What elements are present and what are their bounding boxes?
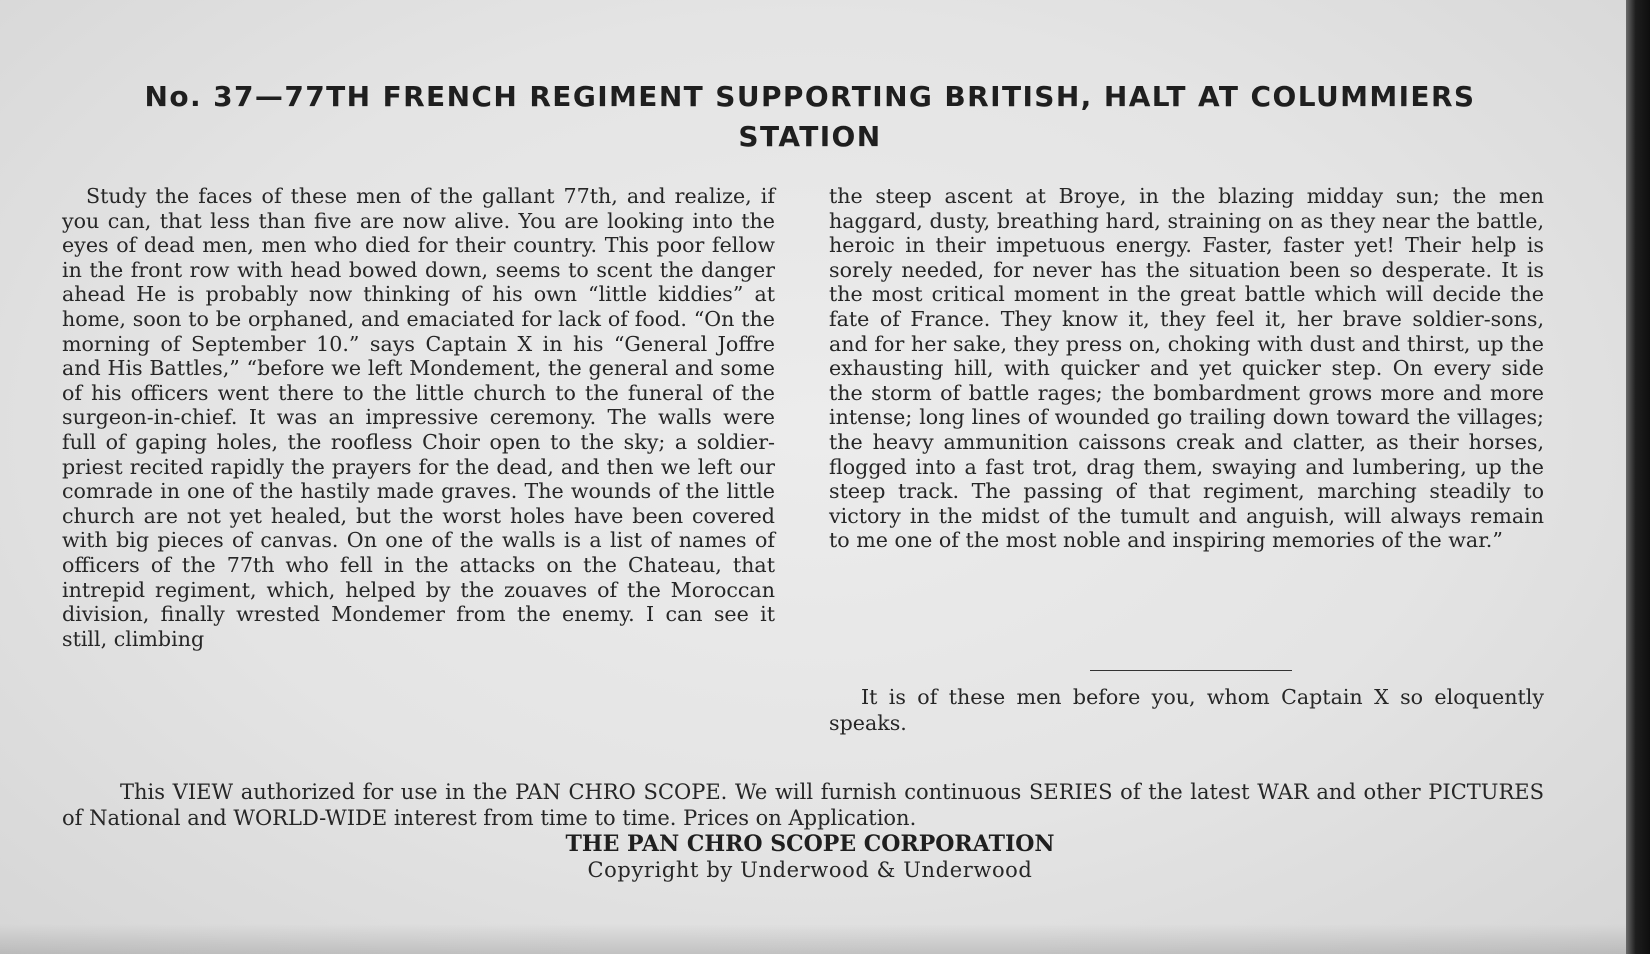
authorization-note: This VIEW authorized for use in the PAN CHRO SCOPE. We will furnish continuous SERIES of the latest WAR and other PICTURES of National and WORLD-WIDE interest from time to time. Prices on Application. [62, 780, 1544, 830]
right-column-text: the steep ascent at Broye, in the blazing midday sun; the men haggard, dusty, breathing hard, straining on as they near the battle, heroic in their impetuous energy. Faster, faster yet! Their help is sorely needed, for never has the situation been so desperate. It is the most critical moment in the great battle which will decide the fate of France. They know it, they feel it, her brave soldier-sons, and for her sake, they press on, choking with dust and thirst, up the exhausting hill, with quicker and yet quicker step. On every side the storm of battle rages; the bombardment grows more and more intense; long lines of wounded go trailing down toward the villages; the heavy ammunition caissons creak and clatter, as their horses, flogged into a fast trot, drag them, swaying and lumbering, up the steep track. The passing of that regiment, marching steadily to victory in the midst of the tumult and anguish, will always remain to me one of the most noble and inspiring memories of the war.” [829, 184, 1544, 553]
card-title: No. 37—77TH FRENCH REGIMENT SUPPORTING BRITISH, HALT AT COLUMMIERS STATION [144, 80, 1476, 153]
left-column-text: Study the faces of these men of the gallant 77th, and realize, if you can, that less than five are now alive. You are looking into the eyes of dead men, men who died for their country. This poor fellow in the front row with head bowed down, seems to scent the danger ahead He is probably now thinking of his own “little kiddies” at home, soon to be orphaned, and emaciated for lack of food. “On the morning of September 10.” says Captain X in his “General Joffre and His Battles,” “before we left Mondement, the general and some of his officers went there to the little church to the funeral of the surgeon-in-chief. It was an impressive ceremony. The walls were full of gaping holes, the roofless Choir open to the sky; a soldier-priest recited rapidly the prayers for the dead, and then we left our comrade in one of the hastily made graves. The wounds of the little church are not yet healed, but the worst holes have been covered with big pieces of canvas. On one of the walls is a list of names of officers of the 77th who fell in the attacks on the Chateau, that intrepid regiment, which, helped by the zouaves of the Moroccan division, finally wrested Mondemer from the enemy. I can see it still, climbing [62, 184, 775, 651]
copyright-line: Copyright by Underwood & Underwood [587, 858, 1033, 882]
text-column-right [829, 184, 1544, 553]
text-column-left [62, 184, 775, 651]
closing-paragraph: It is of these men before you, whom Captain X so eloquently speaks. [829, 685, 1544, 735]
publisher-name: THE PAN CHRO SCOPE CORPORATION [565, 831, 1055, 857]
card-edge-shadow [1626, 0, 1650, 954]
bottom-shadow [0, 924, 1626, 954]
section-divider [1090, 670, 1292, 671]
